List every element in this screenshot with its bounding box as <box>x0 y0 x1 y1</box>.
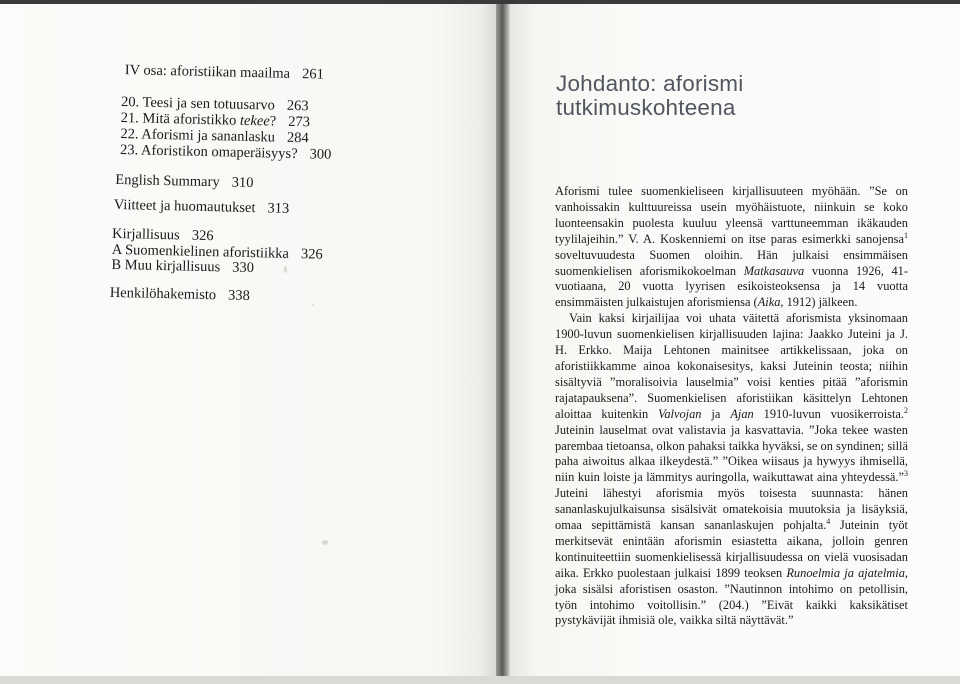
chapter-title: Johdanto: aforismi tutkimuskohteena <box>556 71 744 120</box>
scan-speck <box>312 304 314 306</box>
chapter-body <box>555 184 908 629</box>
toc-notes: Viitteet ja huomautukset 313 <box>113 196 290 217</box>
toc-part-heading: IV osa: aforistiikan maailma 261 <box>124 62 324 83</box>
table-of-contents <box>0 1 497 684</box>
toc-literature-a: A Suomenkielinen aforistiikka 326 <box>111 241 323 263</box>
footnote-ref: 1 <box>904 230 908 240</box>
body-paragraph-1: Aforismi tulee suomenkieliseen kirjallisuuteen myöhään. ”Se on vanhoissakin kulttuureissa usein myöhäistuote, niinkuin se koko luonteensakin puolesta kuuluu yleensä varttuneemman ikäkauden tyylilajeihin.” V. A. Koskenniemi on itse paras esimerkki sanojensa$^1$ soveltuvuudesta Suomen oloihin. Hän julkaisi ensimmäisen suomenkielisen aforismikokoelman Matkasauva vuonna 1926, 41-vuotiaana, 20 vuotta lyyrisen esikoisteoksensa ja 14 vuotta ensimmäisten julkaistujen aforismiensa (Aika, 1912) jälkeen. <box>555 184 908 310</box>
toc-item: 22. Aforismi ja sananlasku 284 <box>120 126 309 147</box>
body-paragraph-2: Vain kaksi kirjailijaa voi uhata väitettä aforismista yksinomaan 1900-luvun suomenkielisen kirjallisuuden lajina: Jaakko Juteini ja J. H. Erkko. Maija Lehtonen mainitsee artikkelissaan, joka on aforistiikkamme ainoa kokonaisesitys, kaksi Juteinin teosta; niihin sisältyviä ”moralisoivia lauselmia” voisi kenties pitää ”aforismin rajatapauksena”. Suomenkielisen aforistiikan käsittelyn Lehtonen aloittaa kuitenkin Valvojan ja Ajan 1910-luvun vuosikerroista.$^2$ Juteinin lauselmat ovat valistavia ja kasvattavia. ”Joka tekee wasten parembaa tietoansa, olkon pahaksi taikka hyväksi, se on syndinen; sillä paha aiwoitus alkaa ilkeydestä.” ”Oikea wiisaus ja hywyys ihmisellä, niin kuin loiste ja lämmitys auringolla, waikuttawat aina yhteydessä.”$^3$ Juteini lähestyi aforismia myös toisesta suunnasta: hänen sananlaskujulkaisunsa sisälsivät omatekoisia muutoksia ja lisäyksiä, omaa sepittämistä kansan sananlaskujen pohjalta.$^4$ Juteinin työt merkitsevät enintään aforismin esiastetta aikana, jolloin genren kontinuiteettiin suomenkielisessä kirjallisuudessa on vielä vuosisadan aika. Erkko puolestaan julkaisi 1899 teoksen Runoelmia ja ajatelmia, joka sisälsi aforistisen osaston. ”Nautinnon intohimo on petollisin, työn intohimo voitollisin.” (204.) ”Eivät kaikki kaksikätiset pystykävijät ihmisiä ole, vaikka siltä näyttävät.” <box>555 311 909 628</box>
scan-speck <box>322 540 328 545</box>
toc-item: 23. Aforistikon omaperäisyys? 300 <box>119 142 332 163</box>
footnote-ref: 3 <box>904 469 908 479</box>
book-gutter <box>496 4 510 676</box>
toc-item: 21. Mitä aforistikko tekee? 273 <box>120 110 311 131</box>
toc-literature: Kirjallisuus 326 <box>111 225 214 245</box>
toc-index: Henkilöhakemisto 338 <box>109 284 251 305</box>
footnote-ref: 4 <box>826 517 831 527</box>
toc-literature-b: B Muu kirjallisuus 330 <box>111 256 255 277</box>
toc-item: 20. Teesi ja sen totuusarvo 263 <box>120 94 309 115</box>
toc-english-summary: English Summary 310 <box>115 171 254 192</box>
left-page <box>0 4 496 676</box>
scan-speck <box>284 266 287 273</box>
footnote-ref: 2 <box>904 405 909 415</box>
